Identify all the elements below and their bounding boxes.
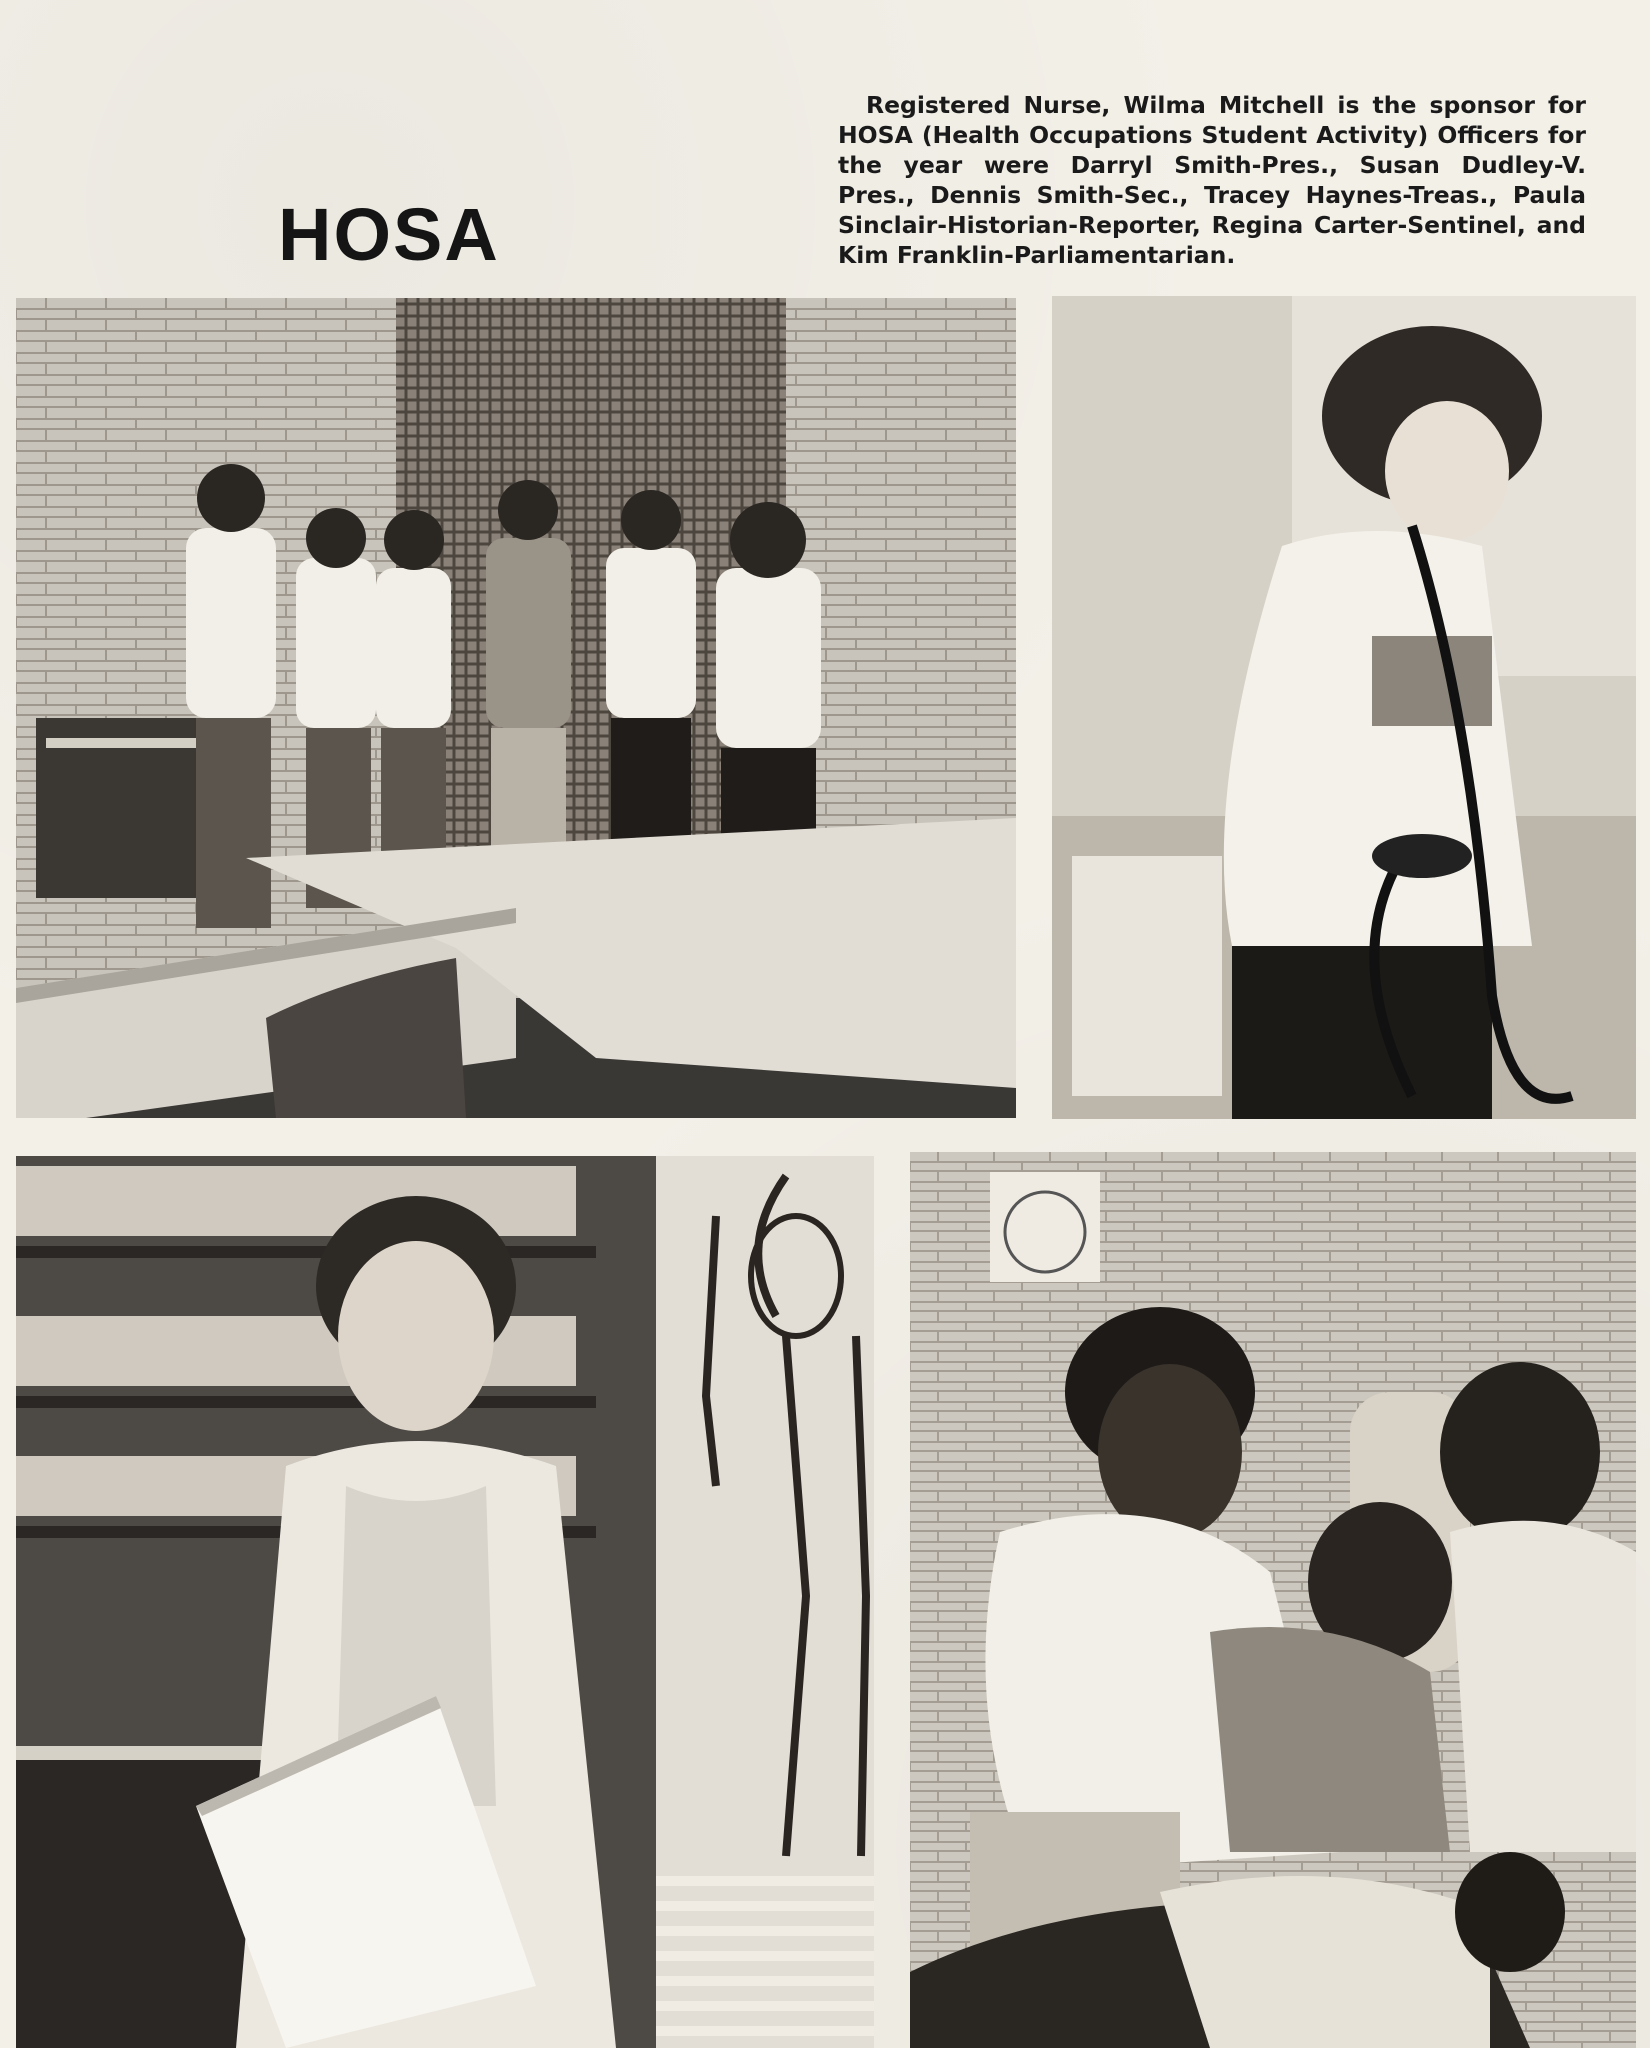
cpr-practice-illustration [910,1152,1636,2048]
photo-caption: Registered Nurse, Wilma Mitchell is the sponsor for HOSA (Health Occupations Student Activity) Officers for the year were Darryl Smith-Pres., Susan Dudley-V. Pres., Dennis Smith-Sec., Tracey Haynes-Treas., Paula Sinclair-Historian-Reporter, Regina Carter-Sentinel, and Kim Franklin-Parliamentarian. [838,91,1586,269]
sponsor-photo [16,1156,874,2048]
cpr-practice-photo [910,1152,1636,2048]
officers-group-photo [16,298,1016,1118]
stethoscope-student-photo [1052,296,1636,1119]
officers-group-illustration [16,298,1016,1118]
stethoscope-student-illustration [1052,296,1636,1119]
sponsor-illustration [16,1156,874,2048]
page-title: HOSA [278,193,500,276]
